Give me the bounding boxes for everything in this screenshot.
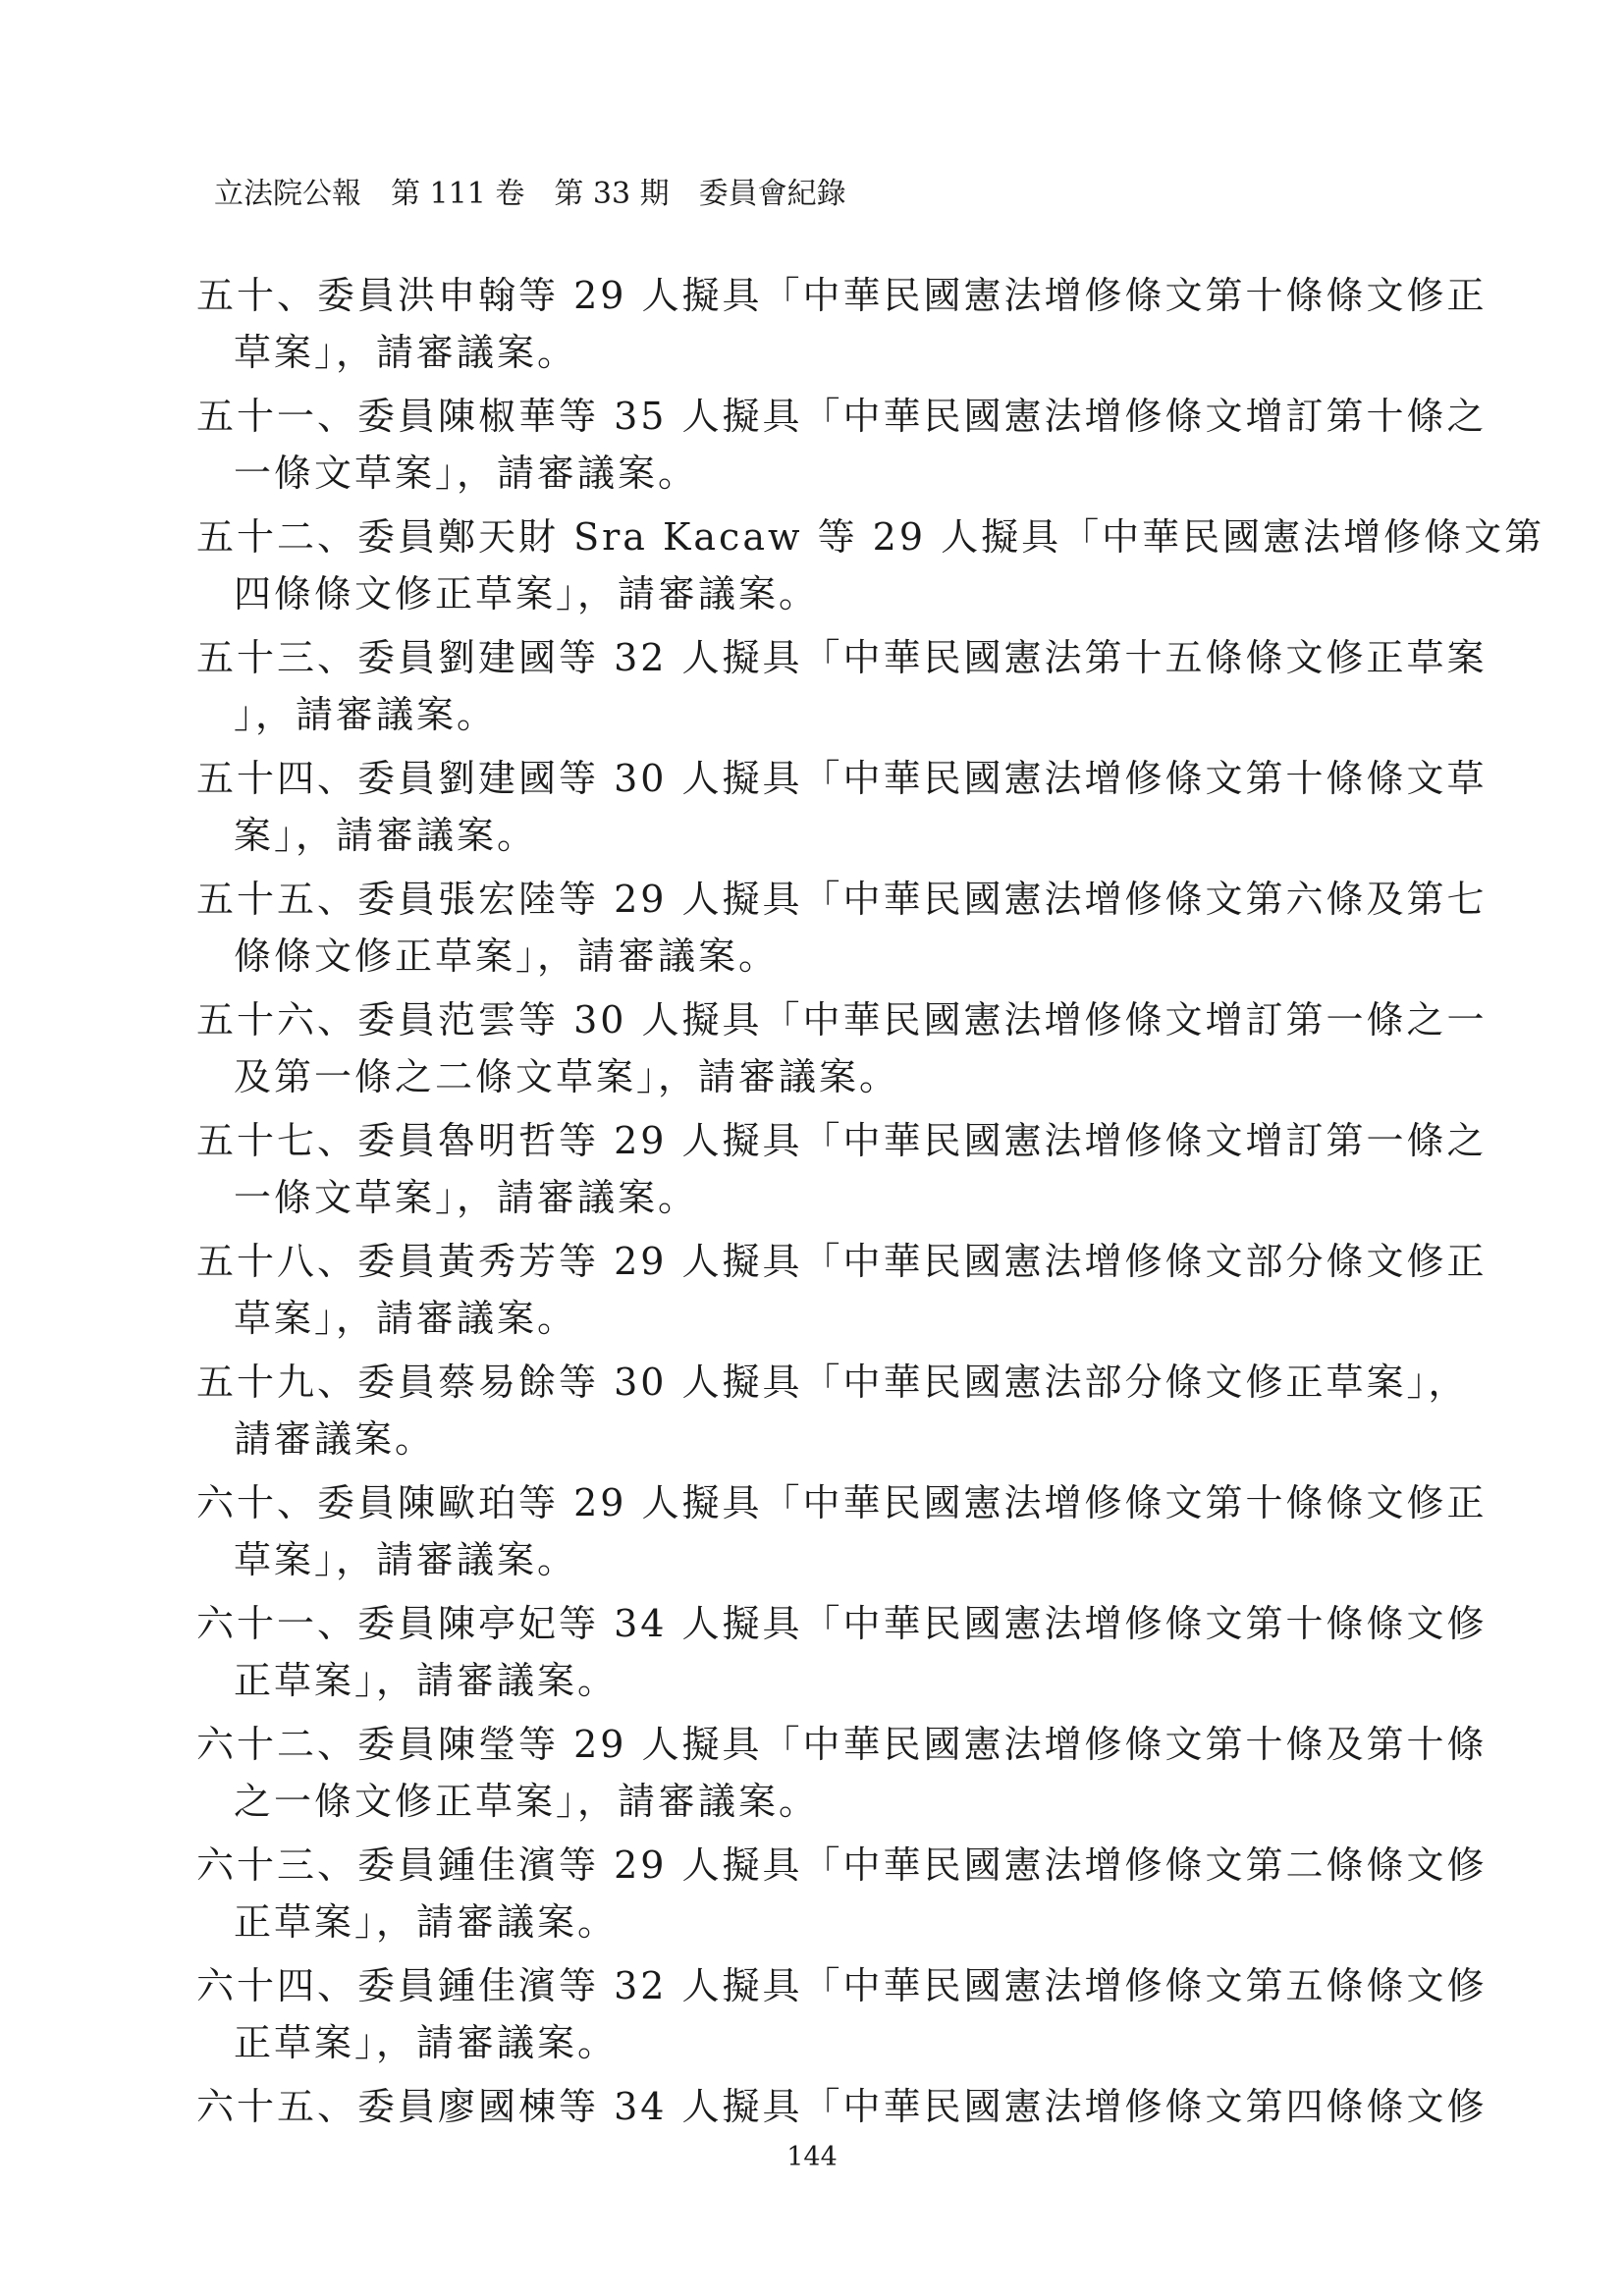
agenda-item-line: 五十、委員洪申翰等 29 人擬具「中華民國憲法增修條文第十條條文修正 bbox=[196, 274, 1488, 317]
agenda-item-continuation: 一條文草案」，請審議案。 bbox=[234, 1176, 699, 1219]
agenda-item-continuation: 正草案」，請審議案。 bbox=[234, 2021, 619, 2064]
agenda-item-line: 五十九、委員蔡易餘等 30 人擬具「中華民國憲法部分條文修正草案」， bbox=[196, 1361, 1469, 1404]
agenda-item-continuation: 正草案」，請審議案。 bbox=[234, 1659, 619, 1702]
agenda-item-continuation: 草案」，請審議案。 bbox=[234, 1297, 578, 1340]
page-number: 144 bbox=[786, 2142, 838, 2172]
page-header: 立法院公報 第 111 卷 第 33 期 委員會紀錄 bbox=[214, 177, 846, 211]
agenda-item-line: 五十二、委員鄭天財 Sra Kacaw 等 29 人擬具「中華民國憲法增修條文第 bbox=[196, 515, 1545, 559]
agenda-item-line: 六十四、委員鍾佳濱等 32 人擬具「中華民國憲法增修條文第五條條文修 bbox=[196, 1964, 1488, 2007]
agenda-item bbox=[196, 1112, 1488, 1226]
agenda-item-continuation: 正草案」，請審議案。 bbox=[234, 1900, 619, 1944]
agenda-item-line: 五十四、委員劉建國等 30 人擬具「中華民國憲法增修條文第十條條文草 bbox=[196, 757, 1488, 800]
agenda-item bbox=[196, 1354, 1469, 1468]
agenda-item bbox=[196, 267, 1488, 381]
agenda-item-line: 五十八、委員黃秀芳等 29 人擬具「中華民國憲法增修條文部分條文修正 bbox=[196, 1240, 1488, 1283]
agenda-item bbox=[196, 1837, 1488, 1950]
agenda-item-line: 五十三、委員劉建國等 32 人擬具「中華民國憲法第十五條條文修正草案 bbox=[196, 636, 1488, 679]
agenda-item bbox=[196, 1957, 1488, 2071]
agenda-item-continuation: 請審議案。 bbox=[234, 1417, 436, 1461]
agenda-item-line: 六十五、委員廖國棟等 34 人擬具「中華民國憲法增修條文第四條條文修 bbox=[196, 2085, 1488, 2128]
agenda-item bbox=[196, 388, 1488, 502]
agenda-item bbox=[196, 1716, 1488, 1830]
agenda-item bbox=[196, 1233, 1488, 1347]
agenda-item-line: 六十、委員陳歐珀等 29 人擬具「中華民國憲法增修條文第十條條文修正 bbox=[196, 1481, 1488, 1524]
agenda-item-continuation: 條條文修正草案」，請審議案。 bbox=[234, 934, 780, 978]
agenda-item bbox=[196, 629, 1488, 743]
agenda-item-continuation: 及第一條之二條文草案」，請審議案。 bbox=[234, 1055, 900, 1098]
agenda-item bbox=[196, 750, 1488, 864]
agenda-item-continuation: 一條文草案」，請審議案。 bbox=[234, 452, 699, 495]
agenda-item bbox=[196, 1595, 1488, 1709]
agenda-item bbox=[196, 991, 1488, 1105]
agenda-item-line: 六十一、委員陳亭妃等 34 人擬具「中華民國憲法增修條文第十條條文修 bbox=[196, 1602, 1488, 1645]
agenda-item-continuation: 之一條文修正草案」，請審議案。 bbox=[234, 1780, 820, 1823]
agenda-item-continuation: 案」，請審議案。 bbox=[234, 814, 538, 857]
agenda-item-line: 五十六、委員范雲等 30 人擬具「中華民國憲法增修條文增訂第一條之一 bbox=[196, 998, 1488, 1041]
agenda-item-line: 五十七、委員魯明哲等 29 人擬具「中華民國憲法增修條文增訂第一條之 bbox=[196, 1119, 1488, 1162]
agenda-item-line: 六十三、委員鍾佳濱等 29 人擬具「中華民國憲法增修條文第二條條文修 bbox=[196, 1843, 1488, 1887]
agenda-item-continuation: 」，請審議案。 bbox=[234, 693, 498, 736]
agenda-item-line: 六十二、委員陳瑩等 29 人擬具「中華民國憲法增修條文第十條及第十條 bbox=[196, 1723, 1488, 1766]
agenda-item-continuation: 草案」，請審議案。 bbox=[234, 331, 578, 374]
agenda-item-list bbox=[196, 267, 1545, 2142]
agenda-item bbox=[196, 508, 1545, 622]
agenda-item bbox=[196, 871, 1488, 985]
agenda-item-line: 五十五、委員張宏陸等 29 人擬具「中華民國憲法增修條文第六條及第七 bbox=[196, 878, 1488, 921]
agenda-item bbox=[196, 1474, 1488, 1588]
agenda-item bbox=[196, 2078, 1488, 2135]
agenda-item-line: 五十一、委員陳椒華等 35 人擬具「中華民國憲法增修條文增訂第十條之 bbox=[196, 395, 1488, 438]
agenda-item-continuation: 草案」，請審議案。 bbox=[234, 1538, 578, 1581]
agenda-item-continuation: 四條條文修正草案」，請審議案。 bbox=[234, 572, 820, 615]
